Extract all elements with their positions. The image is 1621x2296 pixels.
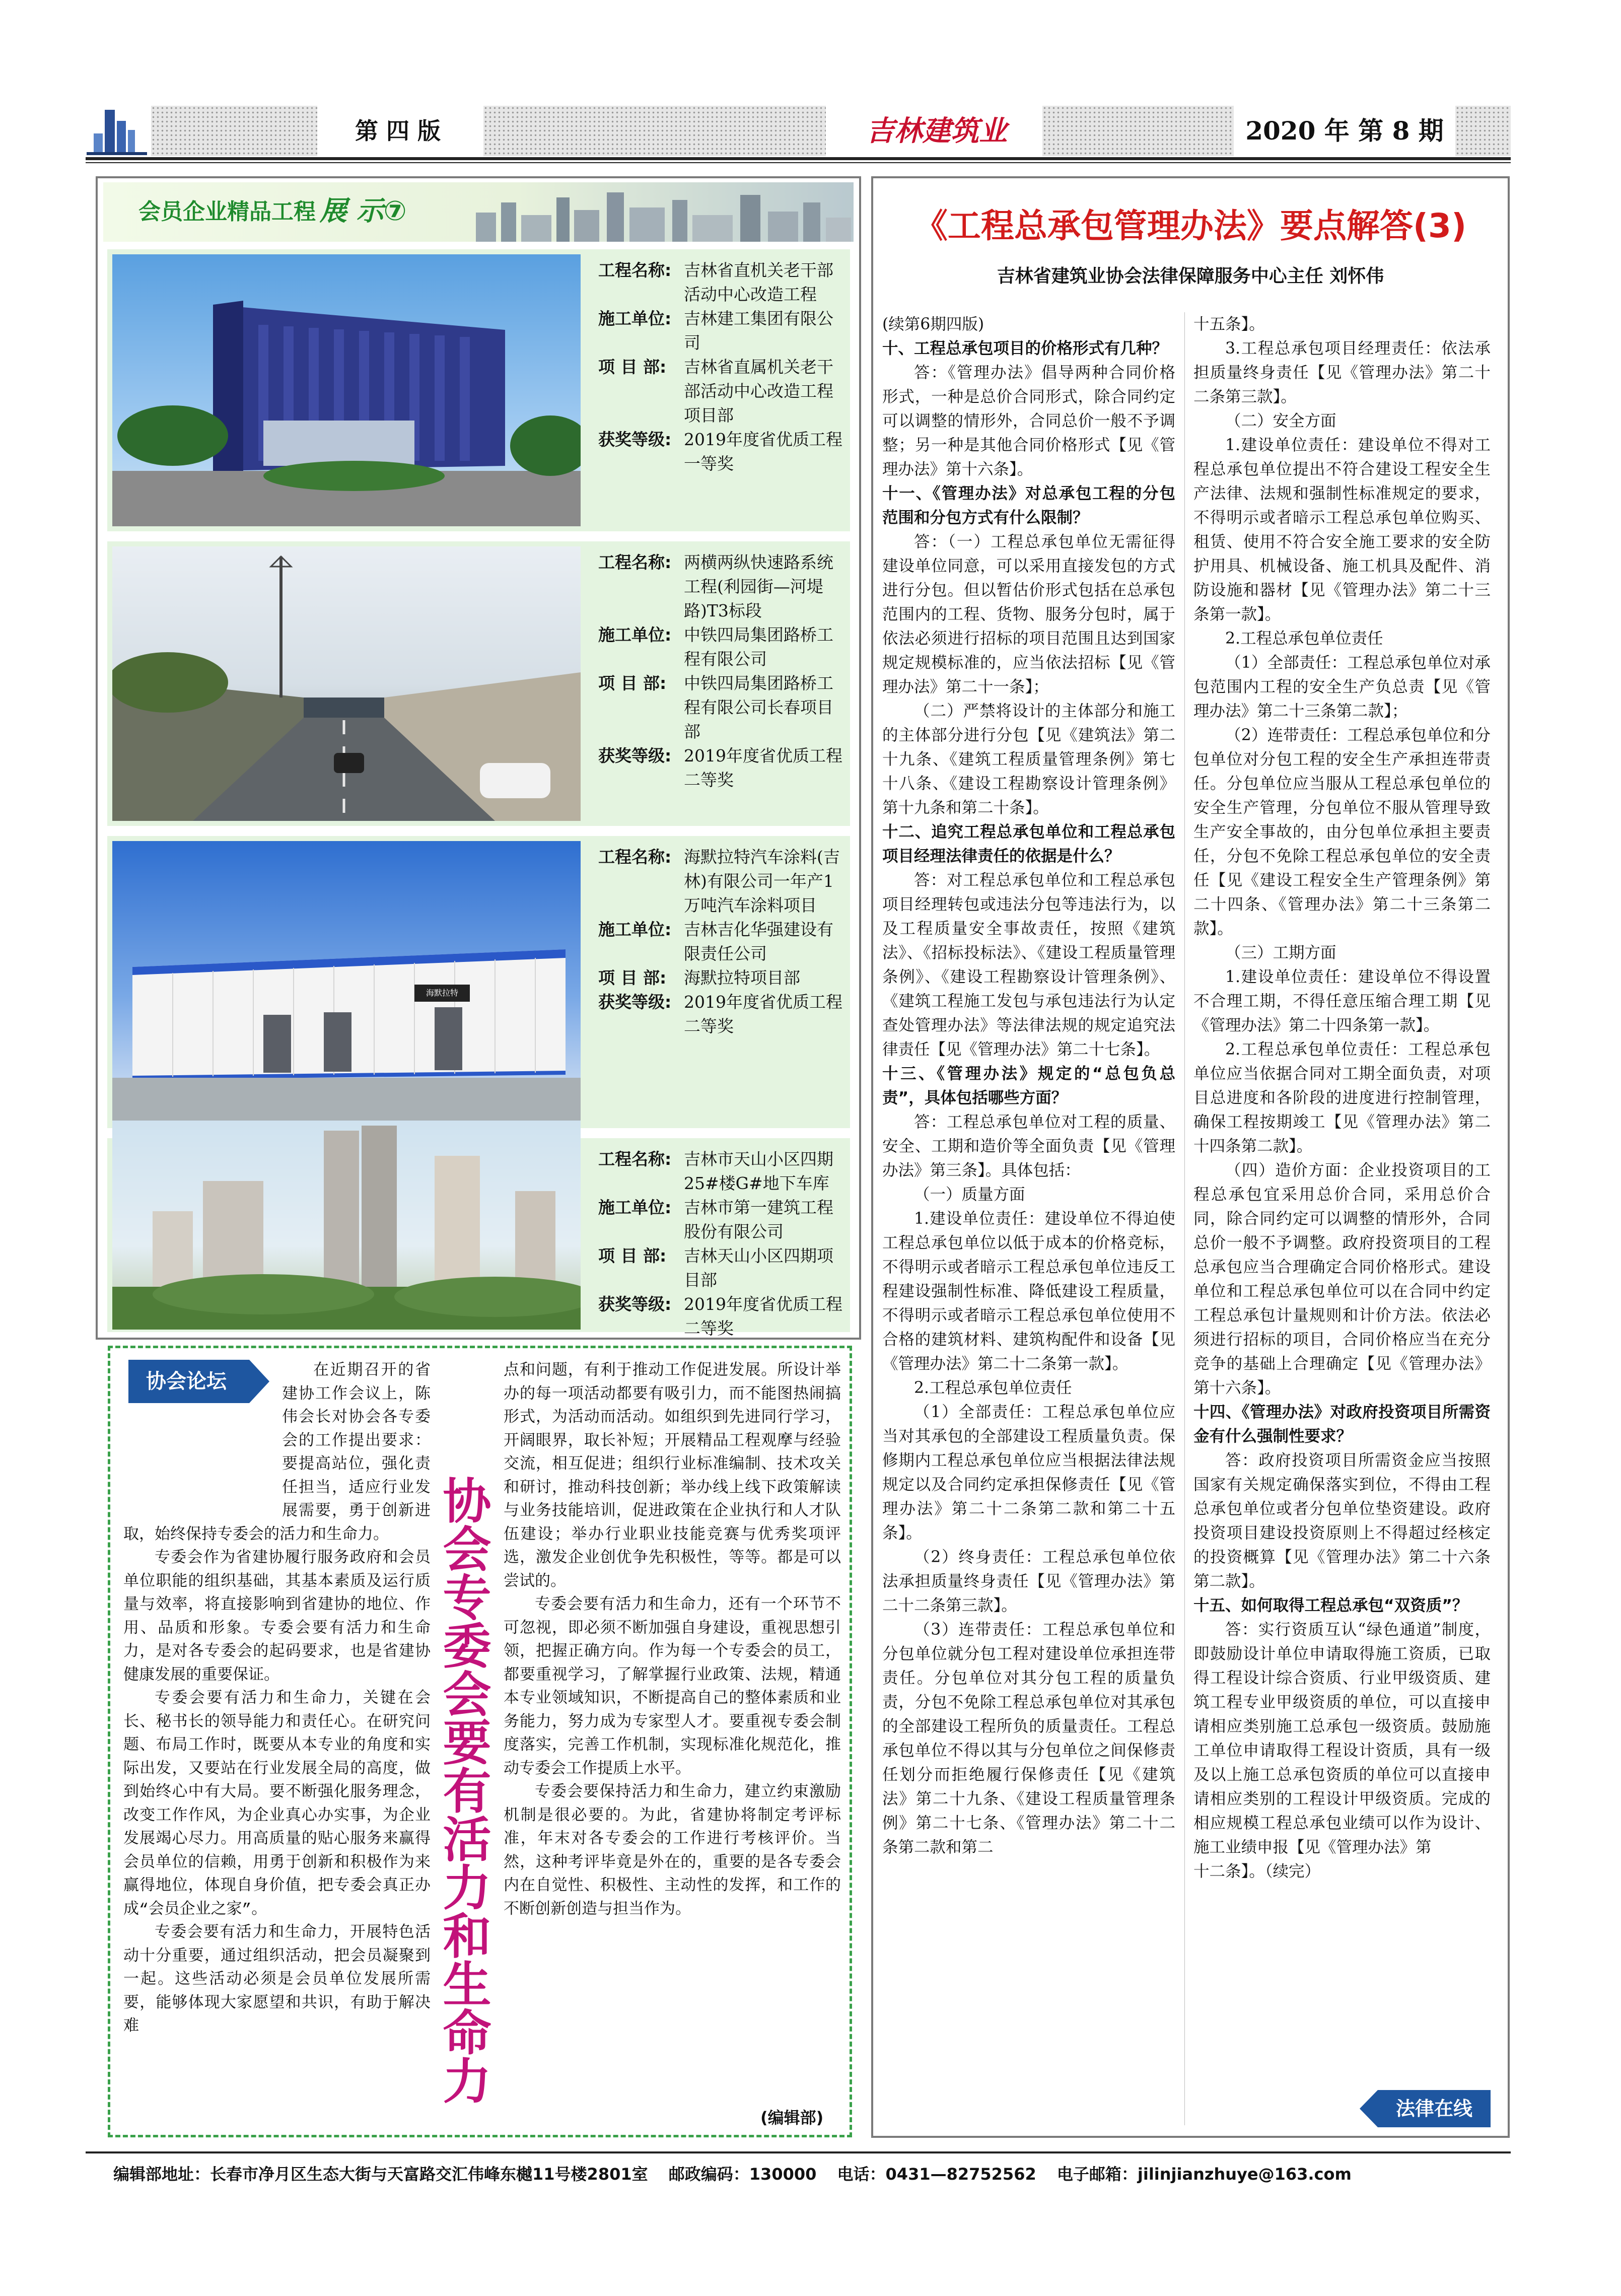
law-paragraph: 1.建设单位责任：建设单位不得设置不合理工期，不得任意压缩合理工期【见《管理办法》第二十四条第一款】。 [1193,968,1491,1034]
law-paragraph: 2.工程总承包单位责任：工程总承包单位应当依据合同对工期全面负责，对项目总进度和各阶段的进度进行控制管理，确保工程按期竣工【见《管理办法》第二十四条第二款】。 [1193,1040,1491,1155]
field-value: 吉林天山小区四期项目部 [684,1246,833,1290]
law-question: 十一、《管理办法》对总承包工程的分包范围和分包方式有什么限制？ [882,484,1175,527]
law-paragraph: 1.建设单位责任：建设单位不得迫使工程总承包单位以低于成本的价格竞标，不得明示或者暗示工程总承包单位违反工程建设强制性标准、降低建设工程质量，不得明示或者暗示工程总承包单位使用不合格的建筑材料、建筑构配件和设备【见《管理办法》第二十二条第一款】。 [882,1210,1175,1373]
office-building-photo-icon [112,254,581,526]
field-value: 吉林省直属机关老干部活动中心改造工程项目部 [684,357,833,425]
field-label: 获奖等级: [598,992,672,1012]
forum-paragraph: 点和问题，有利于推动工作促进发展。所设计举办的每一项活动都要有吸引力，而不能图热闹搞形式，为活动而活动。如组织到先进同行学习，开阔眼界，取长补短；开展精品工程观摩与经验交流，相互促进；组织行业标准编制、技术攻关和研讨，推动科技创新；举办线上线下政策解读与业务技能培训，促进政策在企业执行和人才队伍建设；举办行业职业技能竞赛与优秀奖项评选，激发企业创优争先积极性，等等。都是可以尝试的。 [504,1362,841,1591]
law-column-1 [882,312,1175,2130]
footer-rule [86,2151,1511,2153]
footer-email: jilinjianzhuye@163.com [1137,2165,1352,2184]
law-paragraph: （二）安全方面 [1225,412,1336,430]
field-value: 海默拉特汽车涂料(吉林)有限公司一年产1万吨汽车涂料项目 [684,847,840,915]
law-paragraph: 答：政府投资项目所需资金应当按照国家有关规定确保落实到位，不得由工程总承包单位或者分包单位垫资建设。政府投资项目建设投资原则上不得超过经核定的投资概算【见《管理办法》第二十六条第二款】。 [1193,1451,1491,1590]
field-value: 两横两纵快速路系统工程(利园街—河堤路)T3标段 [684,552,833,620]
forum-float-spacer [123,1360,282,1506]
field-label: 施工单位: [598,920,672,939]
field-value: 海默拉特项目部 [684,968,800,988]
footer-address: 长春市净月区生态大街与天富路交汇伟峰东樾11号楼2801室 [210,2165,648,2184]
law-paragraph: （3）连带责任：工程总承包单位和分包单位就分包工程对建设单位承担连带责任。分包单位对其分包工程的质量负责，分包不免除工程总承包单位对其承包的全部建设工程所负的质量责任。工程总承包单位不得以其与分包单位之间保修责任划分而拒绝履行保修责任【见《建筑法》第二十九条、《建设工程质量管理条例》第二十七条、《管理办法》第二十二条第二款和第二 [882,1621,1175,1856]
masthead-band-right2 [1455,106,1511,156]
field-label: 工程名称: [598,1149,672,1169]
project-info [598,845,845,1038]
forum-paragraph: 专委会要保持活力和生命力，建立约束激励机制是很必要的。为此，省建协将制定考评标准，年末对各专委会的工作进行考核评价。当然，这种考评毕竟是外在的，重要的是各专委会内在自觉性、积极性、主动性的发挥，和工作的不断创新创造与担当作为。 [504,1784,841,1919]
forum-tag-label: 协会论坛 [146,1370,227,1393]
project-photo [112,1121,581,1330]
project-photo [112,254,581,526]
masthead-rule [86,157,1511,160]
banner-title: 展 示⑦ [320,195,407,227]
banner-label: 会员企业精品工程 [138,199,316,225]
law-tag-arrow-icon [1360,2090,1378,2127]
law-question: 十三、《管理办法》规定的“总包负总责”，具体包括哪些方面？ [882,1065,1175,1107]
field-value: 吉林省直机关老干部活动中心改造工程 [684,260,833,304]
showcase-banner [103,182,854,242]
field-label: 获奖等级: [598,430,672,449]
masthead-band-right1 [1042,106,1234,156]
project-photo [112,546,581,821]
law-paragraph: 十二条】。（续完） [1193,1862,1321,1881]
skyline-icon [466,187,854,242]
field-label: 施工单位: [598,625,672,645]
field-value: 中铁四局集团路桥工程有限公司长春项目部 [684,673,833,741]
footer [113,2162,1503,2185]
field-value: 吉林吉化华强建设有限责任公司 [684,920,833,963]
law-paragraph: 答：工程总承包单位对工程的质量、安全、工期和造价等全面负责【见《管理办法》第三条】。具体包括： [882,1113,1175,1179]
project-card [107,1138,850,1338]
factory-photo-icon [112,841,581,1123]
law-paragraph: 3.工程总承包项目经理责任：依法承担质量终身责任【见《管理办法》第二十二条第三款】。 [1193,339,1491,406]
field-label: 工程名称: [598,260,672,280]
law-question: 十四、《管理办法》对政府投资项目所需资金有什么强制性要求？ [1193,1403,1491,1445]
field-label: 施工单位: [598,309,672,328]
law-paragraph: 答：《管理办法》倡导两种合同价格形式，一种是总价合同形式，除合同约定可以调整的情形外，合同总价一般不予调整；另一种是其他合同价格形式【见《管理办法》第十六条】。 [882,364,1175,478]
forum-paragraph: 专委会作为省建协履行服务政府和会员单位职能的组织基础，其基本素质及运行质量与效率，将直接影响到省建协的地位、作用、品质和形象。专委会要有活力和生命力，是对各专委会的起码要求，也是省建协健康发展的重要保证。 [123,1550,431,1685]
field-label: 项 目 部: [598,968,667,988]
expressway-tunnel-photo-icon [112,546,581,821]
field-label: 项 目 部: [598,357,667,377]
footer-email-label: 电子邮箱： [1056,2165,1138,2184]
forum-column-2 [504,1360,841,2105]
law-question: 十五、如何取得工程总承包“双资质”？ [1193,1596,1468,1615]
field-label: 获奖等级: [598,1294,672,1314]
project-card [107,541,850,826]
paper-name: 吉林建筑业 [866,114,1007,148]
law-paragraph: （2）终身责任：工程总承包单位依法承担质量终身责任【见《管理办法》第二十二条第三款】。 [882,1548,1175,1615]
project-info [598,258,845,476]
law-paragraph: 答：（一）工程总承包单位无需征得建设单位同意，可以采用直接发包的方式进行分包。但以暂估价形式包括在总承包范围内的工程、货物、服务分包时，属于依法必须进行招标的项目范围且达到国家规定规模标准的，应当依法招标【见《管理办法》第二十一条】； [882,533,1175,696]
law-paragraph: 2.工程总承包单位责任 [1225,630,1383,648]
project-info [598,550,845,792]
law-paragraph: （三）工期方面 [1225,944,1336,962]
footer-phone-label: 电话： [837,2165,886,2184]
law-question: 十二、追究工程总承包单位和工程总承包项目经理法律责任的依据是什么？ [882,823,1175,865]
field-label: 工程名称: [598,847,672,867]
forum-paragraph: 在近期召开的省建协工作会议上，陈伟会长对协会各专委会的工作提出要求：要提高站位，强化责任担当，适应行业发展需要，勇于创新进取，始终保持专委会的活力和生命力。 [123,1362,431,1544]
law-paragraph: 2.工程总承包单位责任 [914,1379,1072,1397]
masthead-band-mid [483,106,826,156]
field-label: 获奖等级: [598,746,672,766]
field-value: 2019年度省优质工程一等奖 [684,430,842,473]
field-value: 吉林市天山小区四期25#楼G#地下车库 [684,1149,833,1193]
masthead-rule-thin [86,162,1511,163]
law-paragraph: （一）质量方面 [914,1186,1025,1204]
forum-headline: 协会专委会要有活力和生命力 [435,1476,491,2104]
field-value: 中铁四局集团路桥工程有限公司 [684,625,833,669]
law-author: 吉林省建筑业协会法律保障服务中心主任 刘怀伟 [997,266,1384,287]
page-number: 第 四 版 [355,117,441,145]
law-online-tag [1360,2090,1491,2127]
forum-byline: (编辑部) [760,2108,824,2127]
law-paragraph: 答：对工程总承包单位和工程总承包项目经理转包或违法分包等违法行为，以及工程质量安全事故责任，按照《建筑法》、《招标投标法》、《建设工程质量管理条例》、《建设工程勘察设计管理条例》、《建筑工程施工发包与承包违法行为认定查处管理办法》等法律法规的规定追究法律责任【见《管理办法》第二十七条】。 [882,871,1175,1059]
law-note: (续第6期四版) [882,315,984,333]
building-logo-icon [86,106,149,156]
law-title: 《工程总承包管理办法》要点解答(3) [914,206,1467,245]
project-card [107,249,850,531]
footer-address-label: 编辑部地址： [113,2165,210,2184]
field-value: 2019年度省优质工程二等奖 [684,1294,842,1338]
field-value: 吉林市第一建筑工程股份有限公司 [684,1198,833,1241]
law-paragraph: （二）严禁将设计的主体部分和施工的主体部分进行分包【见《建筑法》第二十九条、《建筑工程质量管理条例》第七十八条、《建设工程勘察设计管理条例》第十九条和第二十条】。 [882,702,1175,817]
forum-paragraph: 专委会要有活力和生命力，开展特色活动十分重要，通过组织活动，把会员凝聚到一起。这些活动必须是会员单位发展所需要，能够体现大家愿望和共识，有助于解决难 [123,1924,431,2036]
footer-phone: 0431—82752562 [885,2165,1036,2184]
forum-paragraph: 专委会要有活力和生命力，还有一个环节不可忽视，即必须不断加强自身建设，重视思想引领，把握正确方向。作为每一个专委会的员工，都要重视学习，了解掌握行业政策、法规，精通本专业领域知识，不断提高自己的整体素质和业务能力，努力成为专家型人才。要重视专委会制度落实，完善工作机制，实现标准化规范化，推动专委会工作提质上水平。 [504,1596,841,1778]
field-label: 项 目 部: [598,673,667,693]
law-paragraph: 1.建设单位责任：建设单位不得对工程总承包单位提出不符合建设工程安全生产法律、法规和强制性标准规定的要求，不得明示或者暗示工程总承包单位购买、租赁、使用不符合安全施工要求的安全防护用具、机械设备、施工机具及配件、消防设施和器材【见《管理办法》第二十三条第一款】。 [1193,436,1491,623]
law-question: 十、工程总承包项目的价格形式有几种？ [882,339,1168,358]
footer-postcode: 130000 [749,2165,817,2184]
field-value: 2019年度省优质工程二等奖 [684,746,842,790]
project-card [107,836,850,1128]
field-value: 吉林建工集团有限公司 [684,309,833,353]
law-column-divider [1184,312,1185,2125]
law-paragraph: 十五条】。 [1193,315,1265,333]
law-paragraph: （四）造价方面：企业投资项目的工程总承包宜采用总价合同，采用总价合同，除合同约定可以调整的情形外，合同总价一般不予调整。政府投资项目的工程总承包应当合理确定合同价格形式。建设单位和工程总承包单位可以在合同中约定工程总承包计量规则和计价方法。依法必须进行招标的项目，合同价格应当在充分竞争的基础上合理确定【见《管理办法》第十六条】。 [1193,1161,1491,1397]
issue-number: 2020 年 第 8 期 [1245,116,1444,146]
field-label: 施工单位: [598,1198,672,1217]
field-label: 项 目 部: [598,1246,667,1266]
factory-sign: 海默拉特 [426,988,458,998]
masthead-band-left [151,106,317,156]
law-paragraph: （1）全部责任：工程总承包单位对承包范围内工程的安全生产负总责【见《管理办法》第二十三条第二款】； [1193,654,1491,720]
forum-paragraph: 专委会要有活力和生命力，关键在会长、秘书长的领导能力和责任心。在研究问题、布局工作时，既要从本专业的角度和实际出发，又要站在行业发展全局的高度，做到始终心中有大局。要不断强化服务理念，改变工作作风，为企业真心办实事，为企业发展竭心尽力。用高质量的贴心服务来赢得会员单位的信赖，用勇于创新和积极作为来赢得地位，体现自身价值，把专委会真正办成“会员企业之家”。 [123,1690,431,1919]
project-photo [112,841,581,1123]
law-paragraph: 答：实行资质互认“绿色通道”制度，即鼓励设计单位申请取得施工资质，已取得工程设计综合资质、行业甲级资质、建筑工程专业甲级资质的单位，可以直接申请相应类别施工总承包一级资质。鼓励施工单位申请取得工程设计资质，具有一级及以上施工总承包资质的单位可以直接申请相应类别的工程设计甲级资质。完成的相应规模工程总承包业绩可以作为设计、施工业绩申报【见《管理办法》第 [1193,1621,1491,1856]
law-column-2 [1193,312,1491,2130]
field-value: 2019年度省优质工程二等奖 [684,992,842,1036]
law-paragraph: （1）全部责任：工程总承包单位应当对其承包的全部建设工程质量负责。保修期内工程总承包单位应当根据法律法规规定以及合同约定承担保修责任【见《管理办法》第二十二条第二款和第二十五条】。 [882,1403,1175,1542]
project-info [598,1147,845,1341]
law-paragraph: （2）连带责任：工程总承包单位和分包单位对分包工程的安全生产承担连带责任。分包单位应当服从工程总承包单位的安全生产管理，分包单位不服从管理导致生产安全事故的，由分包单位承担主要责任，分包不免除工程总承包单位的安全责任【见《建设工程安全生产管理条例》第二十四条、《管理办法》第二十三条第二款】。 [1193,726,1491,938]
field-label: 工程名称: [598,552,672,572]
forum-column-1 [123,1360,431,2130]
residential-towers-photo-icon [112,1121,581,1330]
footer-postcode-label: 邮政编码： [668,2165,749,2184]
law-tag-label: 法律在线 [1395,2098,1472,2120]
